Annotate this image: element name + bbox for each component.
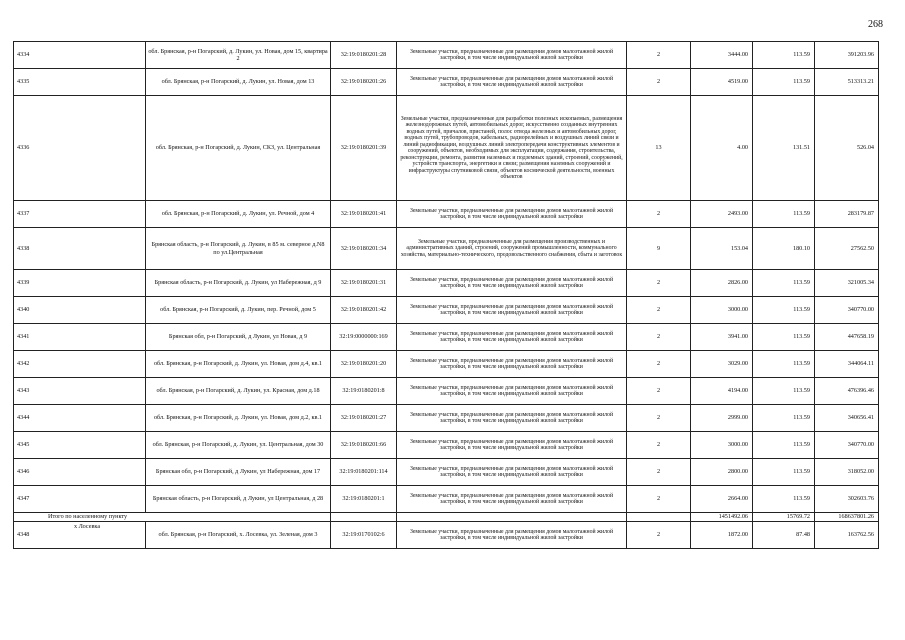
- address-cell: Брянская область, р-н Погарский, д Лукин, ул Центральная, д 28: [146, 486, 331, 513]
- rate-cell: 113.59: [753, 270, 815, 297]
- land-use-cell: Земельные участки, предназначенные для размещения производственных и административных зданий, строений, сооружений промышленности, коммунального хозяйства, материально-технического, продовольственного снабжения, сбыта и заготовок: [397, 228, 627, 270]
- group-cell: 2: [627, 324, 691, 351]
- group-cell: 2: [627, 69, 691, 96]
- address-cell: обл. Брянская, р-н Погарский, д. Лукин, ул. Новая, дом д.4, кв.1: [146, 351, 331, 378]
- empty-cell: [397, 513, 627, 522]
- group-cell: 2: [627, 201, 691, 228]
- table-row: [14, 405, 879, 432]
- section-label: х Лосевка: [74, 523, 101, 530]
- area-cell: 1872.00: [691, 522, 753, 549]
- cadastral-number-cell: 32:19:0180201:1: [331, 486, 397, 513]
- subtotal-label: Итого по населенному пункту: [14, 513, 331, 522]
- area-cell: 4519.00: [691, 69, 753, 96]
- cadastral-value-cell: 163762.56: [815, 522, 879, 549]
- table-row: [14, 432, 879, 459]
- group-cell: 2: [627, 378, 691, 405]
- cadastral-number-cell: 32:19:0180201:31: [331, 270, 397, 297]
- cadastral-number-cell: 32:19:0180201:41: [331, 201, 397, 228]
- table-row: [14, 42, 879, 69]
- land-use-cell: Земельные участки, предназначенные для разработки полезных ископаемых, размещения железнодорожных путей, автомобильных дорог, искусственно созданных внутренних водных путей, причалов, пристаней, полос отвода железных и автомобильных дорог, водных путей, трубопроводов, кабельных, радиорелейных и воздушных линий связи и линий радиофикации, воздушных линий электропередачи конструктивных элементов и сооружений, объектов, необходимых для эксплуатации, содержания, строительства, реконструкции, ремонта, развития наземных и подземных зданий, строений, сооружений, устройств транспорта, энергетики и связи; размещения наземных сооружений и инфраструктуры спутниковой связи, объектов космической деятельности, военных объектов: [397, 96, 627, 201]
- address-cell: Брянская область, р-н Погарский, д. Лукин, ул Набережная, д 9: [146, 270, 331, 297]
- address-cell: Брянская обл, р-н Погарский, д Лукин, ул Набережная, дом 17: [146, 459, 331, 486]
- area-cell: 3941.00: [691, 324, 753, 351]
- table-row: [14, 228, 879, 270]
- address-cell: Брянская обл, р-н Погарский, д Лукин, ул Новая, д 9: [146, 324, 331, 351]
- row-number: 4342: [14, 351, 146, 378]
- rate-cell: 113.59: [753, 459, 815, 486]
- row-number: 4345: [14, 432, 146, 459]
- subtotal-rate: 15769.72: [753, 513, 815, 522]
- address-cell: обл. Брянская, р-н Погарский, д. Лукин, ул. Красная, дом д.18: [146, 378, 331, 405]
- row-number: 4344: [14, 405, 146, 432]
- cadastral-number-cell: 32:19:0180201:42: [331, 297, 397, 324]
- cadastral-number-cell: 32:19:0180201:8: [331, 378, 397, 405]
- cadastral-number-cell: 32:19:0180201:26: [331, 69, 397, 96]
- rate-cell: 113.59: [753, 486, 815, 513]
- land-use-cell: Земельные участки, предназначенные для размещения домов малоэтажной жилой застройки, в том числе индивидуальной жилой застройки: [397, 270, 627, 297]
- area-cell: 2826.00: [691, 270, 753, 297]
- land-use-cell: Земельные участки, предназначенные для размещения домов малоэтажной жилой застройки, в том числе индивидуальной жилой застройки: [397, 201, 627, 228]
- group-cell: 2: [627, 270, 691, 297]
- land-use-cell: Земельные участки, предназначенные для размещения домов малоэтажной жилой застройки, в том числе индивидуальной жилой застройки: [397, 378, 627, 405]
- table-row: [14, 459, 879, 486]
- group-cell: 2: [627, 351, 691, 378]
- cadastral-value-cell: 476396.46: [815, 378, 879, 405]
- table-row: [14, 378, 879, 405]
- cadastral-number-cell: 32:19:0180201:39: [331, 96, 397, 201]
- cadastral-value-cell: 340656.41: [815, 405, 879, 432]
- rate-cell: 113.59: [753, 351, 815, 378]
- cadastral-value-cell: 447658.19: [815, 324, 879, 351]
- land-use-cell: Земельные участки, предназначенные для размещения домов малоэтажной жилой застройки, в том числе индивидуальной жилой застройки: [397, 42, 627, 69]
- subtotal-value: 168637801.26: [815, 513, 879, 522]
- area-cell: 2999.00: [691, 405, 753, 432]
- table-row: [14, 324, 879, 351]
- land-use-cell: Земельные участки, предназначенные для размещения домов малоэтажной жилой застройки, в том числе индивидуальной жилой застройки: [397, 324, 627, 351]
- rate-cell: 113.59: [753, 405, 815, 432]
- cadastral-number-cell: 32:19:0000000:169: [331, 324, 397, 351]
- table-row: [14, 96, 879, 201]
- cadastral-value-cell: 340770.00: [815, 432, 879, 459]
- table-row: [14, 201, 879, 228]
- row-number: 4340: [14, 297, 146, 324]
- row-number: 4339: [14, 270, 146, 297]
- area-cell: 2800.00: [691, 459, 753, 486]
- subtotal-row: [14, 513, 879, 522]
- land-use-cell: Земельные участки, предназначенные для размещения домов малоэтажной жилой застройки, в том числе индивидуальной жилой застройки: [397, 459, 627, 486]
- table-row: [14, 486, 879, 513]
- land-use-cell: Земельные участки, предназначенные для размещения домов малоэтажной жилой застройки, в том числе индивидуальной жилой застройки: [397, 405, 627, 432]
- cadastral-value-cell: 340770.00: [815, 297, 879, 324]
- cadastral-number-cell: 32:19:0180201:20: [331, 351, 397, 378]
- empty-cell: [331, 513, 397, 522]
- address-cell: обл. Брянская, р-н Погарский, х. Лосевка, ул. Зеленая, дом 3: [146, 522, 331, 549]
- row-number: 4335: [14, 69, 146, 96]
- cadastral-value-table: [13, 41, 879, 549]
- cadastral-number-cell: 32:19:0180201:34: [331, 228, 397, 270]
- cadastral-value-cell: 27562.50: [815, 228, 879, 270]
- row-number: [14, 522, 146, 549]
- area-cell: 2493.00: [691, 201, 753, 228]
- table-row: [14, 69, 879, 96]
- area-cell: 4.00: [691, 96, 753, 201]
- group-cell: 2: [627, 522, 691, 549]
- row-number-text: 4348: [17, 531, 30, 539]
- table-row: [14, 351, 879, 378]
- rate-cell: 113.59: [753, 324, 815, 351]
- area-cell: 3029.00: [691, 351, 753, 378]
- cadastral-value-cell: 344064.11: [815, 351, 879, 378]
- land-use-cell: Земельные участки, предназначенные для размещения домов малоэтажной жилой застройки, в том числе индивидуальной жилой застройки: [397, 522, 627, 549]
- group-cell: 2: [627, 405, 691, 432]
- group-cell: 2: [627, 42, 691, 69]
- row-number: 4346: [14, 459, 146, 486]
- rate-cell: 113.59: [753, 42, 815, 69]
- address-cell: обл. Брянская, р-н Погарский, д. Лукин, пер. Речной, дом 5: [146, 297, 331, 324]
- cadastral-value-cell: 283179.87: [815, 201, 879, 228]
- row-number: 4337: [14, 201, 146, 228]
- rate-cell: 113.59: [753, 201, 815, 228]
- empty-cell: [627, 513, 691, 522]
- land-use-cell: Земельные участки, предназначенные для размещения домов малоэтажной жилой застройки, в том числе индивидуальной жилой застройки: [397, 297, 627, 324]
- rate-cell: 113.59: [753, 69, 815, 96]
- group-cell: 9: [627, 228, 691, 270]
- address-cell: обл. Брянская, р-н Погарский, д. Лукин, ул. Центральная, дом 30: [146, 432, 331, 459]
- group-cell: 2: [627, 297, 691, 324]
- area-cell: 153.04: [691, 228, 753, 270]
- cadastral-value-cell: 318052.00: [815, 459, 879, 486]
- row-number: 4347: [14, 486, 146, 513]
- table-row: [14, 270, 879, 297]
- land-use-cell: Земельные участки, предназначенные для размещения домов малоэтажной жилой застройки, в том числе индивидуальной жилой застройки: [397, 432, 627, 459]
- row-number: 4334: [14, 42, 146, 69]
- rate-cell: 87.48: [753, 522, 815, 549]
- cadastral-value-cell: 513313.21: [815, 69, 879, 96]
- cadastral-number-cell: 32:19:0180201:27: [331, 405, 397, 432]
- rate-cell: 131.51: [753, 96, 815, 201]
- row-number: 4338: [14, 228, 146, 270]
- rate-cell: 113.59: [753, 297, 815, 324]
- group-cell: 2: [627, 486, 691, 513]
- table-row: [14, 297, 879, 324]
- row-number: 4336: [14, 96, 146, 201]
- area-cell: 4194.00: [691, 378, 753, 405]
- cadastral-number-cell: 32:19:0170102:6: [331, 522, 397, 549]
- address-cell: обл. Брянская, р-н Погарский, д. Лукин, ул. Речной, дом 4: [146, 201, 331, 228]
- cadastral-value-cell: 391203.96: [815, 42, 879, 69]
- land-use-cell: Земельные участки, предназначенные для размещения домов малоэтажной жилой застройки, в том числе индивидуальной жилой застройки: [397, 351, 627, 378]
- cadastral-value-cell: 321005.34: [815, 270, 879, 297]
- page-number: 268: [868, 19, 883, 30]
- area-cell: 3000.00: [691, 432, 753, 459]
- address-cell: Брянская область, р-н Погарский, д. Лукин, в 85 м. северное д.N8 по ул.Центральная: [146, 228, 331, 270]
- row-number: 4341: [14, 324, 146, 351]
- cadastral-number-cell: 32:19:0180201:28: [331, 42, 397, 69]
- address-cell: обл. Брянская, р-н Погарский, д. Лукин, ул. Новая, дом 15, квартира 2: [146, 42, 331, 69]
- area-cell: 3000.00: [691, 297, 753, 324]
- rate-cell: 180.10: [753, 228, 815, 270]
- cadastral-number-cell: 32:19:0180201:66: [331, 432, 397, 459]
- row-number: 4343: [14, 378, 146, 405]
- area-cell: 3444.00: [691, 42, 753, 69]
- address-cell: обл. Брянская, р-н Погарский, д. Лукин, ул. Новая, дом 13: [146, 69, 331, 96]
- table-body: [14, 42, 879, 549]
- address-cell: обл. Брянская, р-н Погарский, д. Лукин, СКЗ, ул. Центральная: [146, 96, 331, 201]
- subtotal-area: 1451492.06: [691, 513, 753, 522]
- group-cell: 13: [627, 96, 691, 201]
- area-cell: 2664.00: [691, 486, 753, 513]
- cadastral-value-cell: 526.04: [815, 96, 879, 201]
- group-cell: 2: [627, 432, 691, 459]
- land-use-cell: Земельные участки, предназначенные для размещения домов малоэтажной жилой застройки, в том числе индивидуальной жилой застройки: [397, 486, 627, 513]
- table-row: [14, 522, 879, 549]
- land-use-cell: Земельные участки, предназначенные для размещения домов малоэтажной жилой застройки, в том числе индивидуальной жилой застройки: [397, 69, 627, 96]
- cadastral-value-cell: 302603.76: [815, 486, 879, 513]
- cadastral-number-cell: 32:19:0180201:114: [331, 459, 397, 486]
- address-cell: обл. Брянская, р-н Погарский, д. Лукин, ул. Новая, дом д.2, кв.1: [146, 405, 331, 432]
- rate-cell: 113.59: [753, 432, 815, 459]
- rate-cell: 113.59: [753, 378, 815, 405]
- group-cell: 2: [627, 459, 691, 486]
